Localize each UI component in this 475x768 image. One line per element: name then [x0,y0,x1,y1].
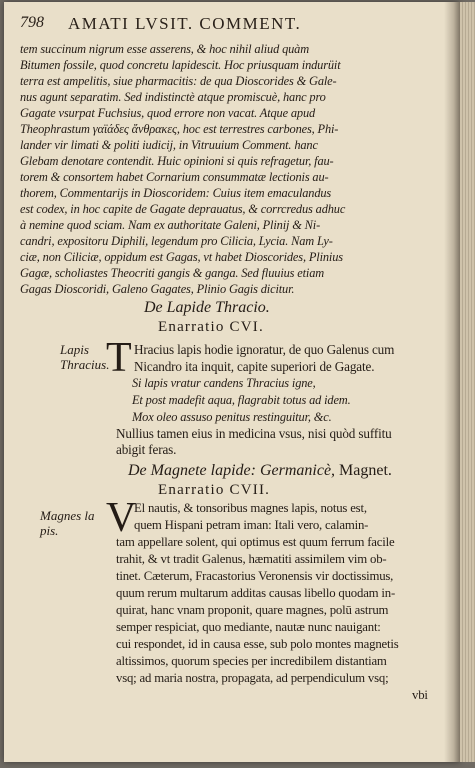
text-line: Nullius tamen eius in medicina vsus, nisi quòd suffitu [116,426,392,441]
text-line: tem succinum nigrum esse asserens, & hoc nihil aliud quàm [20,42,310,56]
margin-note-line: Magnes la [40,508,95,523]
page-gutter-shadow [444,2,460,762]
text-line: Glebam denotare contendit. Huic opinioni si quis refragetur, fau- [20,154,334,168]
section-enarratio-107: Enarratio CVII. [158,482,271,498]
text-line: terra est ampelitis, siue pharmacitis: de qua Dioscorides & Gale- [20,74,337,88]
text-line: quum rerum multarum additas causas libello quodam in- [116,586,396,600]
text-line: quem Hispani petram iman: Itali vero, calamin- [134,518,369,532]
text-line: semper respiciat, quo mediante, nautæ nunc nauigant: [116,620,381,634]
section-title-magnete [128,462,392,480]
verse-line: Si lapis vratur candens Thracius igne, [132,376,316,390]
text-line: cui respondet, id in causa esse, sub polo montes magnetis [116,637,399,651]
text-line: est codex, in hoc capite de Gagate deprauatus, & corrcredus adhuc [20,202,346,216]
text-line: ciæ, non Ciliciæ, oppidum est Gagas, vt habet Dioscorides, Plinius [20,250,343,264]
verse-line: Mox oleo assuso penitus restinguitur, &c. [132,410,332,424]
verse-line: Et post madefit aqua, flagrabit totus ad idem. [132,393,351,407]
text-line: nus agunt separatim. Sed indistinctè atque promiscuè, hanc pro [20,90,326,104]
margin-note-lapis-thracius [60,342,109,372]
text-line: altissimos, quorum species per incredibilem distantiam [116,654,387,668]
text-line: candri, expositoru Diphili, legendum pro Cilicia, Lycia. Nam Ly- [20,234,333,248]
book-page [4,2,460,762]
drop-cap-v: V [106,495,137,541]
text-line: vsq; ad maria nostra, propagata, ad perpendiculum vsq; [116,671,389,685]
text-line: Hracius lapis hodie ignoratur, de quo Galenus cum [134,342,395,357]
margin-note-line: Lapis [60,342,89,357]
text-line: abigit feras. [116,442,177,457]
margin-note-line: pis. [40,523,59,538]
text-line: à nemine quod sciam. Nam ex authoritate Galeni, Plinij & Ni- [20,218,321,232]
text-line: Theophrastum γαϊάδες ἄνθρακες, hoc est terrestres carbones, Phi- [20,122,339,136]
page-number: 798 [20,14,44,31]
section-title-lapide-thracio: De Lapide Thracio. [144,299,270,316]
text-line: trahit, & vt tradit Galenus, hæmatiti assimilem vim ob- [116,552,387,566]
margin-note-magnes-lapis [40,508,95,538]
text-line: Gagæ, scholiastes Theocriti gangis & ganga. Sed fluuius etiam [20,266,325,280]
text-line: thorem, Commentarijs in Dioscoridem: Cuius item emaculandus [20,186,332,200]
margin-note-line: Thracius. [60,357,110,372]
text-line: Gagas Dioscoridi, Galeno Gagates, Plinio Gagis dicitur. [20,282,295,296]
text-line: tinet. Cæterum, Fracastorius Veronensis vir doctissimus, [116,569,394,583]
catchword: vbi [412,688,428,702]
running-title: AMATI LVSIT. COMMENT. [68,14,302,33]
text-line: Bitumen fossile, quod concretu lapidescit. Hoc priusquam indurüit [20,58,341,72]
section-title-italic: De Magnete lapide: Germanicè, [128,462,336,479]
drop-cap-t: T [106,335,132,381]
text-line: tam appellare solent, qui optimus est quum ferrum facile [116,535,395,549]
text-line: torem & consortem habet Cornarium consummatæ lectionis au- [20,170,329,184]
text-line: quirat, hanc vnam proponit, quare magnes, polū astrum [116,603,389,617]
text-line: lander vir limati & politi iudicij, in Vitruuium Comment. hanc [20,138,318,152]
text-line: El nautis, & tonsoribus magnes lapis, notus est, [134,501,367,515]
section-title-roman: Magnet. [335,462,392,479]
text-line: Nicandro ita inquit, capite superiori de Gagate. [134,359,375,374]
page-edge-stack [460,2,475,762]
text-line: Gagate vsurpat Fuchsius, quod errore non vacat. Atque apud [20,106,316,120]
section-enarratio-106: Enarratio CVI. [158,319,264,335]
page-header [20,14,450,36]
